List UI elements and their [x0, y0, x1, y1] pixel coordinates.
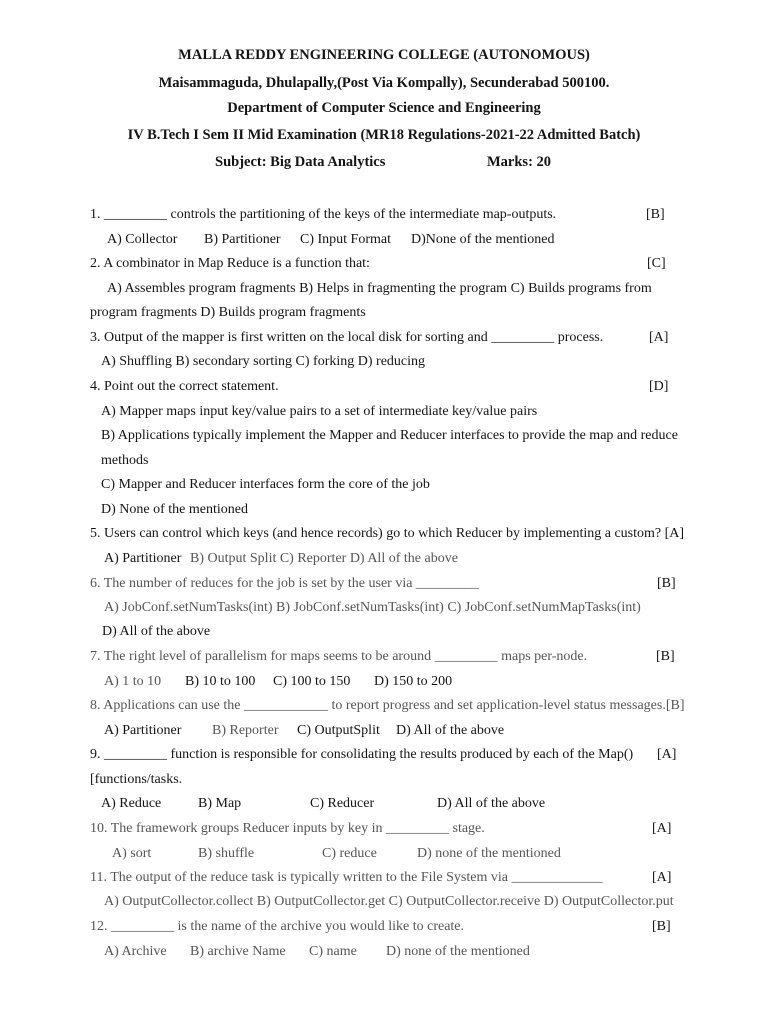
q8-option-b: B) Reporter [212, 723, 279, 738]
question-12-answer: [B] [652, 919, 671, 934]
question-1-text: 1. _________ controls the partitioning of the keys of the intermediate map-outputs. [90, 207, 557, 222]
question-9-answer: [A] [657, 747, 677, 762]
q7-option-d: D) 150 to 200 [374, 674, 453, 689]
q6-options-line: A) JobConf.setNumTasks(int) B) JobConf.setNumTasks(int) C) JobConf.setNumMapTasks(int) [104, 600, 641, 615]
q5-option-a: A) Partitioner [104, 551, 182, 566]
q6-option-d: D) All of the above [102, 624, 211, 639]
q10-option-b: B) shuffle [198, 846, 255, 861]
q8-option-c: C) OutputSplit [297, 723, 380, 738]
subject-row [0, 154, 768, 172]
question-4-answer: [D] [649, 379, 669, 394]
q5-options-rest: B) Output Split C) Reporter D) All of the above [190, 551, 458, 566]
question-3-text: 3. Output of the mapper is first written on the local disk for sorting and _________ process. [90, 330, 604, 345]
q4-option-b-line-1: B) Applications typically implement the Mapper and Reducer interfaces to provide the map and reduce [101, 428, 678, 443]
subject-label: Subject: Big Data Analytics [215, 154, 386, 170]
q7-option-a: A) 1 to 10 [104, 674, 162, 689]
question-8-text: 8. Applications can use the ____________ to report progress and set application-level status messages.[B] [90, 698, 685, 713]
question-2-answer: [C] [647, 256, 666, 271]
question-11-text: 11. The output of the reduce task is typically written to the File System via _____________ [90, 870, 603, 885]
question-3-answer: [A] [649, 330, 669, 345]
q10-option-d: D) none of the mentioned [417, 846, 561, 861]
department-name: Department of Computer Science and Engineering [227, 100, 541, 116]
q7-option-b: B) 10 to 100 [185, 674, 256, 689]
college-address: Maisammaguda, Dhulapally,(Post Via Kompally), Secunderabad 500100. [158, 75, 610, 91]
q1-option-d: D)None of the mentioned [411, 232, 555, 247]
q10-option-c: C) reduce [322, 846, 377, 861]
q9-option-d: D) All of the above [437, 796, 546, 811]
q2-options-line-2: program fragments D) Builds program fragments [90, 305, 366, 320]
question-1-answer: [B] [646, 207, 665, 222]
question-9-text: 9. _________ function is responsible for consolidating the results produced by each of the Map() [90, 747, 634, 762]
q7-option-c: C) 100 to 150 [273, 674, 351, 689]
q8-option-a: A) Partitioner [104, 723, 182, 738]
question-5-text: 5. Users can control which keys (and hence records) go to which Reducer by implementing a custom? [A] [90, 526, 685, 541]
q2-options-line-1: A) Assembles program fragments B) Helps in fragmenting the program C) Builds programs from [107, 281, 652, 296]
q8-option-d: D) All of the above [396, 723, 505, 738]
q4-option-c: C) Mapper and Reducer interfaces form the core of the job [101, 477, 430, 492]
q12-option-b: B) archive Name [190, 944, 286, 959]
question-11-answer: [A] [652, 870, 672, 885]
question-6-answer: [B] [657, 576, 676, 591]
q9-option-a: A) Reduce [101, 796, 162, 811]
q1-option-b: B) Partitioner [204, 232, 281, 247]
q12-option-a: A) Archive [104, 944, 167, 959]
q1-option-c: C) Input Format [300, 232, 391, 247]
q11-options-line: A) OutputCollector.collect B) OutputCollector.get C) OutputCollector.receive D) OutputCollector.put [104, 894, 674, 909]
q12-option-c: C) name [309, 944, 357, 959]
q4-option-d: D) None of the mentioned [101, 502, 248, 517]
question-10-answer: [A] [652, 821, 672, 836]
question-7-text: 7. The right level of parallelism for maps seems to be around _________ maps per-node. [90, 649, 588, 664]
college-name: MALLA REDDY ENGINEERING COLLEGE (AUTONOMOUS) [178, 47, 590, 63]
question-4-text: 4. Point out the correct statement. [90, 379, 279, 394]
question-7-answer: [B] [656, 649, 675, 664]
q3-options-line: A) Shuffling B) secondary sorting C) forking D) reducing [101, 354, 426, 369]
q12-option-d: D) none of the mentioned [386, 944, 530, 959]
q9-option-b: B) Map [198, 796, 242, 811]
q1-option-a: A) Collector [107, 232, 178, 247]
marks-label: Marks: 20 [487, 154, 552, 170]
question-6-text: 6. The number of reduces for the job is set by the user via _________ [90, 576, 479, 591]
question-9-continued: [functions/tasks. [90, 772, 183, 787]
q4-option-a: A) Mapper maps input key/value pairs to a set of intermediate key/value pairs [101, 404, 538, 419]
question-10-text: 10. The framework groups Reducer inputs by key in _________ stage. [90, 821, 485, 836]
exam-title: IV B.Tech I Sem II Mid Examination (MR18 Regulations-2021-22 Admitted Batch) [127, 127, 641, 143]
q9-option-c: C) Reducer [310, 796, 375, 811]
question-2-text: 2. A combinator in Map Reduce is a function that: [90, 256, 370, 271]
question-12-text: 12. _________ is the name of the archive you would like to create. [90, 919, 465, 934]
q4-option-b-line-2: methods [101, 453, 149, 468]
q10-option-a: A) sort [112, 846, 152, 861]
